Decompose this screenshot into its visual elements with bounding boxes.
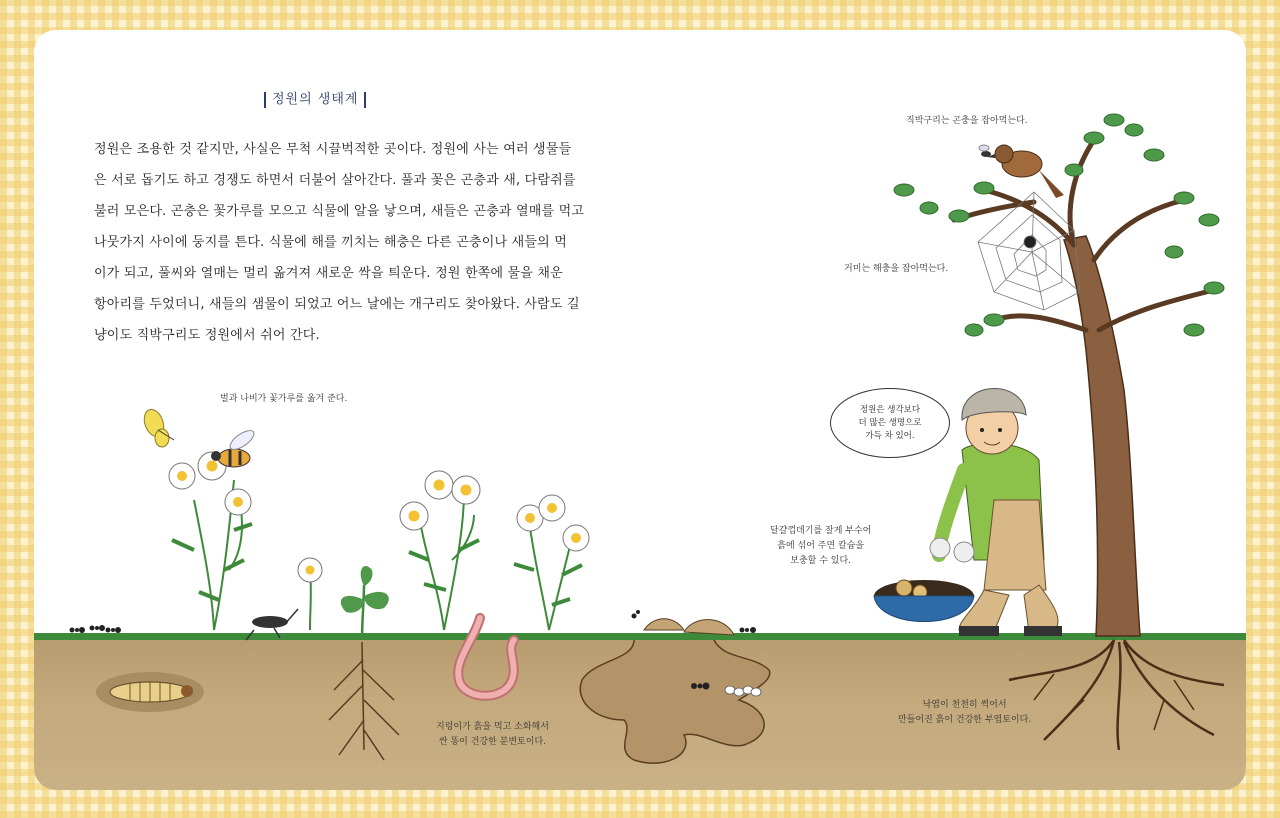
paragraph-line: 불러 모은다. 곤충은 꽃가루를 모으고 식물에 알을 낳으며, 새들은 곤충과 열매를 먹고 <box>94 204 585 219</box>
book-spread <box>34 30 1246 790</box>
paragraph-line: 항아리를 두었더니, 새들의 샘물이 되었고 어느 날에는 개구리도 찾아왔다. 사람도 길 <box>94 297 580 312</box>
caption-spider: 거미는 해충을 잡아먹는다. <box>844 264 949 274</box>
speech-line: 더 많은 생명으로 <box>858 417 922 428</box>
speech-bubble <box>830 388 950 458</box>
speech-line: 정원은 생각보다 <box>859 404 921 415</box>
paragraph-line: 이가 되고, 풀씨와 열매는 멀리 옮겨져 새로운 싹을 틔운다. 정원 한쪽에 물을 채운 <box>94 266 563 281</box>
paragraph-line: 냥이도 직박구리도 정원에서 쉬어 간다. <box>94 328 320 343</box>
caption-worm <box>436 720 549 750</box>
tree-roots-icon <box>1009 640 1224 750</box>
caption-line: 보충할 수 있다. <box>790 556 852 566</box>
seedling-icon <box>341 566 389 640</box>
soil-bowl-icon <box>874 580 974 622</box>
caption-line: 흙에 섞어 주면 칼슘을 <box>777 541 865 551</box>
chamomile-right-icon <box>514 495 589 630</box>
larva-icon <box>96 672 204 712</box>
chamomile-left-icon <box>169 452 252 630</box>
earthworm-icon <box>458 618 514 696</box>
caption-line: 낙엽이 천천히 썩어서 <box>922 700 1007 710</box>
bulbul-bird-icon <box>987 145 1064 198</box>
seedling-roots-icon <box>329 642 399 760</box>
caption-bird: 직박구리는 곤충을 잡아먹는다. <box>906 116 1028 126</box>
paragraph-line: 정원은 조용한 것 같지만, 사실은 무척 시끌벅적한 곳이다. 정원에 사는 여러 생물들 <box>94 142 572 157</box>
caption-leaves <box>898 698 1031 728</box>
speech-line: 가득 차 있어. <box>865 430 915 441</box>
caption-eggshell <box>770 524 871 569</box>
paragraph-line: 은 서로 돕기도 하고 경쟁도 하면서 더불어 살아간다. 풀과 꽃은 곤충과 새, 다람쥐를 <box>94 173 576 188</box>
caption-bee: 벌과 나비가 꽃가루를 옮겨 준다. <box>220 394 348 404</box>
butterfly-icon <box>141 407 174 447</box>
ant-tunnel-icon <box>580 619 770 763</box>
caption-line: 싼 똥이 건강한 분변토이다. <box>438 737 546 747</box>
caption-line: 지렁이가 흙을 먹고 소화해서 <box>436 722 549 732</box>
body-paragraph <box>94 134 585 351</box>
caption-line: 달걀껍데기를 잘게 부수어 <box>770 526 872 536</box>
small-chamomile-icon <box>298 558 322 630</box>
page-title: 정원의 생태계 <box>264 92 366 108</box>
caption-line: 만들어진 흙이 건강한 부엽토이다. <box>898 715 1032 725</box>
chamomile-middle-icon <box>400 471 480 630</box>
paragraph-line: 나뭇가지 사이에 둥지를 튼다. 식물에 해를 끼치는 해충은 다른 곤충이나 새들의 먹 <box>94 235 568 250</box>
cricket-icon <box>246 609 298 640</box>
fly-icon <box>979 145 991 157</box>
